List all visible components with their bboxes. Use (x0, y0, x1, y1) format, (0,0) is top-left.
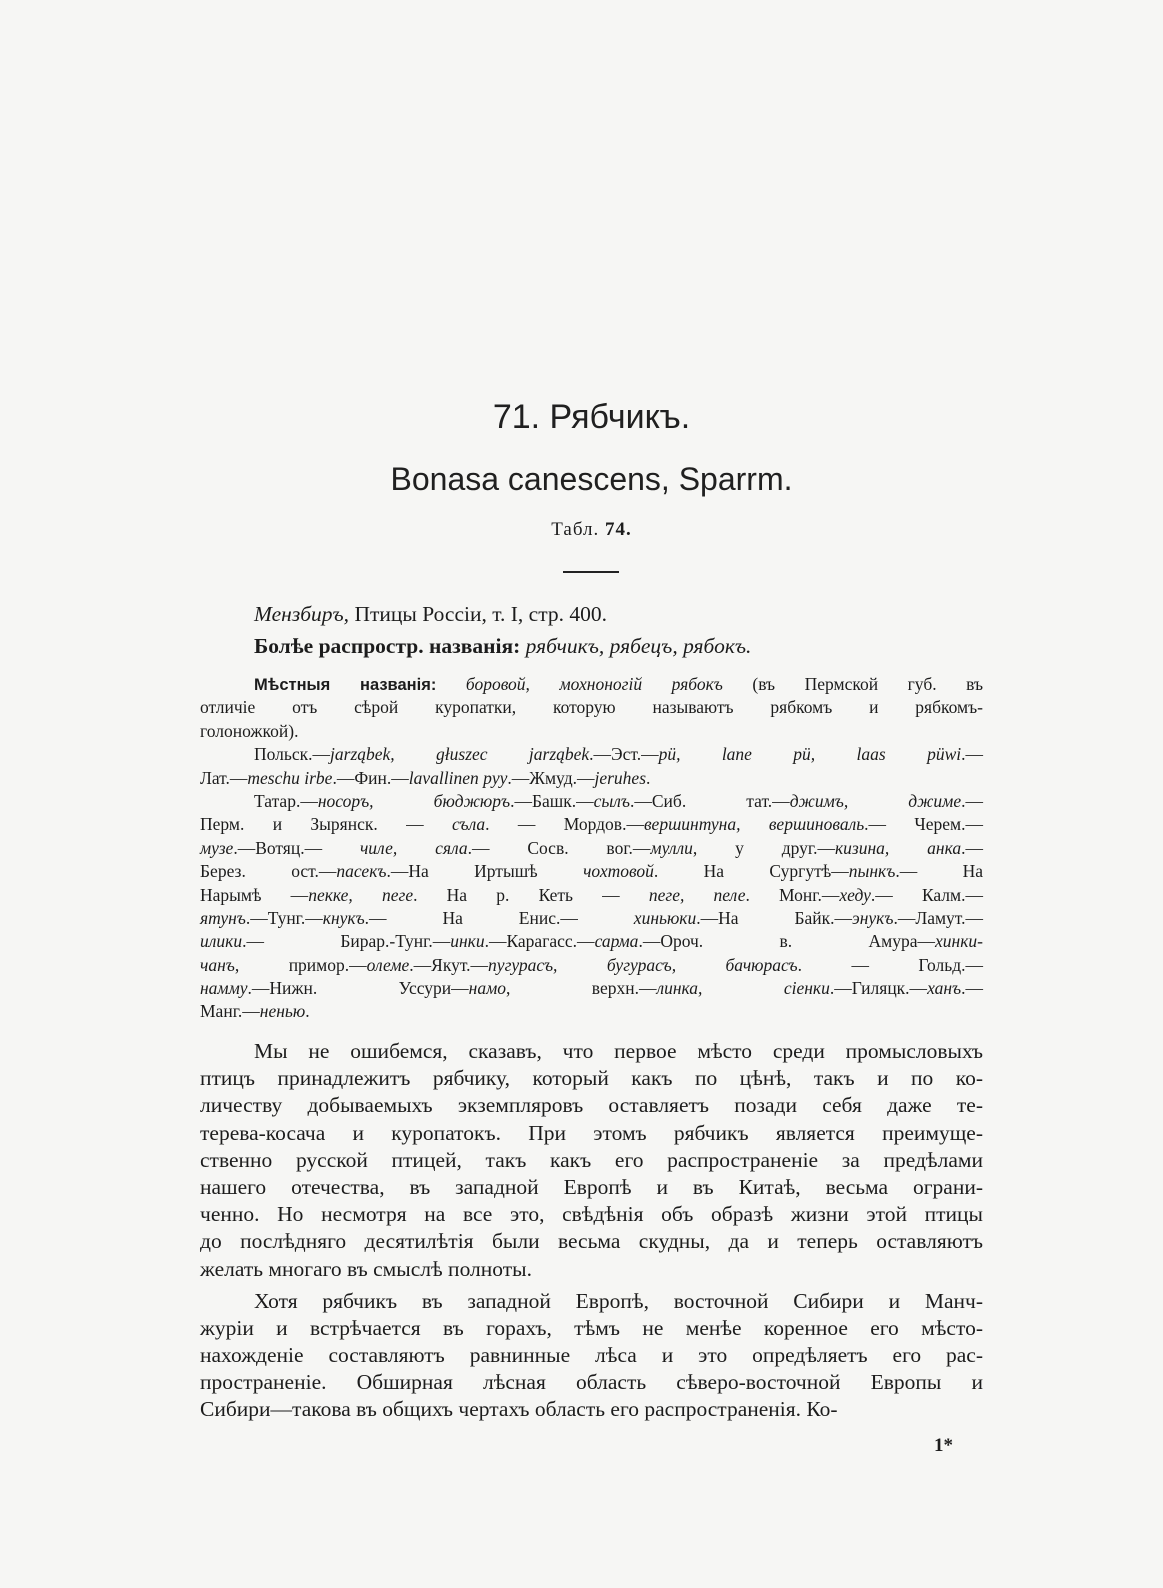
italic-name: носоръ, бюджюръ (317, 790, 511, 811)
text-run: .— Бирар.-Тунг.— (242, 931, 451, 952)
text-run: Манг.— (200, 1001, 260, 1022)
text-run: . На р. Кеть — (413, 884, 649, 905)
body-line: Сибири—такова въ общихъ чертахъ область его распространенія. Ко- (200, 1397, 838, 1422)
local-names-line (200, 977, 983, 1000)
text-run: , у друг.— (692, 837, 835, 858)
local-names-line (200, 837, 983, 860)
body-line: желать многаго въ смыслѣ полноты. (200, 1256, 532, 1281)
italic-name: чохтовой (583, 861, 654, 882)
body-line: терева-косача и куропатокъ. При этомъ рябчикъ является преимуще- (200, 1120, 983, 1145)
body-paragraph (200, 1288, 983, 1424)
text-run: .—На Байк.— (696, 907, 853, 928)
italic-name: хиньюки (633, 907, 697, 928)
plate-number: 74. (605, 519, 632, 540)
local-names-line (200, 954, 983, 977)
body-line: птицъ принадлежитъ рябчику, который какъ по цѣнѣ, такъ и по ко- (200, 1066, 983, 1091)
italic-name: пеге, пеле (648, 884, 746, 905)
text-run: (въ Пермской губ. въ (722, 674, 983, 694)
body-line: журіи и встрѣчается въ горахъ, тѣмъ не менѣе коренное его мѣсто- (200, 1315, 983, 1340)
body-line: нашего отечества, въ западной Европѣ и въ Китаѣ, весьма ограни- (200, 1174, 983, 1199)
bold-label: Мѣстныя названія: (254, 676, 437, 694)
text-run: .— (961, 978, 983, 999)
italic-name: ятунъ (200, 907, 246, 928)
body-line: пространеніе. Обширная лѣсная область сѣверо-восточной Европы и (200, 1370, 983, 1395)
text-run: .—Вотяц.— (233, 837, 360, 858)
italic-name: сылъ (593, 790, 630, 811)
italic-name: олеме (366, 954, 410, 975)
text-run: отличіе отъ сѣрой куропатки, которую называютъ рябкомъ и рябкомъ- (200, 697, 983, 718)
local-names-line (200, 1000, 983, 1023)
italic-name: боровой, мохноногій рябокъ (436, 674, 723, 694)
italic-name: meschu irbe (247, 767, 333, 788)
text-run: .—Фин.— (332, 767, 409, 788)
body-line: ственно русской птицей, такъ какъ его распространеніе за предѣлами (200, 1147, 983, 1172)
reference-line (254, 601, 607, 628)
text-run: .—Ороч. в. Амура— (638, 931, 936, 952)
body-paragraph (200, 1038, 983, 1283)
text-run: . — Мордов.— (485, 814, 644, 835)
italic-name: ненью (259, 1001, 306, 1022)
text-run: . — Гольд.— (797, 954, 983, 975)
text-run: .— На (895, 861, 983, 882)
text-run: . (646, 767, 651, 788)
italic-name: пасекъ (336, 861, 387, 882)
text-run: , верхн.— (506, 978, 657, 999)
local-names-line (200, 673, 983, 696)
italic-name: энукъ (852, 907, 894, 928)
body-line: Хотя рябчикъ въ западной Европѣ, восточной Сибири и Манч- (254, 1288, 983, 1313)
italic-name: мулли (650, 837, 693, 858)
text-run: .—Ламут.— (893, 907, 983, 928)
italic-name: кнукъ (322, 907, 365, 928)
common-names-list: рябчикъ, рябецъ, рябокъ. (525, 634, 752, 658)
text-run: .—На Иртышѣ (386, 861, 584, 882)
italic-name: pü, lane pü, laas püwi (658, 744, 962, 765)
italic-name: ханъ (927, 978, 962, 999)
local-names-line (200, 790, 983, 813)
italic-name: чанъ (200, 954, 235, 975)
body-line: Мы не ошибемся, сказавъ, что первое мѣсто среди промысловыхъ (254, 1039, 983, 1063)
italic-name: хинки- (935, 931, 983, 952)
text-run: .—Тунг.— (245, 907, 323, 928)
text-run: .— Сосв. вог.— (467, 837, 651, 858)
reference-source: Птицы Россіи, т. I, стр. 400. (354, 602, 607, 626)
text-run: .—Сиб. тат.— (630, 790, 790, 811)
text-run: .—Якут.— (409, 954, 489, 975)
common-names-label: Болѣе распростр. названія: (254, 634, 521, 658)
italic-name: илики (200, 931, 243, 952)
italic-name: намму (200, 978, 248, 999)
local-names-line (200, 884, 983, 907)
text-run: Нарымѣ — (200, 884, 309, 905)
text-run: .—Карагасс.— (484, 931, 595, 952)
italic-name: jarząbek, głuszec jarząbek (330, 744, 590, 765)
text-run: .—Башк.— (510, 790, 594, 811)
text-run: .— На Енис.— (364, 907, 634, 928)
common-names (254, 633, 751, 660)
italic-name: пугурасъ, бугурасъ, бачюрасъ (488, 954, 798, 975)
text-run: .— Черем.— (864, 814, 984, 835)
italic-name: lavallinen pyy (408, 767, 508, 788)
text-run: .— (961, 744, 983, 765)
text-run: . (305, 1001, 310, 1022)
plate-reference (200, 517, 983, 543)
local-names-line (200, 696, 983, 719)
plate-label: Табл. (551, 519, 600, 540)
text-run: . Монг.— (745, 884, 840, 905)
text-run: Берез. ост.— (200, 861, 337, 882)
local-names-line (200, 720, 983, 743)
italic-name: джимъ, джиме (789, 790, 962, 811)
text-run: , примор.— (234, 954, 367, 975)
text-run: .— (961, 837, 983, 858)
latin-name: Bonasa canescens, Sparrm. (390, 461, 793, 497)
italic-name: jeruhes (594, 767, 647, 788)
italic-name: пынкъ (848, 861, 896, 882)
text-run: Польск.— (254, 744, 331, 765)
italic-name: инки (450, 931, 485, 952)
text-run: .—Жмуд.— (507, 767, 595, 788)
body-line: нахожденіе составляютъ равнинные лѣса и это опредѣляетъ его рас- (200, 1343, 983, 1368)
body-line: личеству добываемыхъ экземпляровъ оставляетъ позади себя даже те- (200, 1093, 983, 1118)
text-run: Лат.— (200, 767, 248, 788)
chapter-title: 71. Рябчикъ. (492, 398, 691, 436)
text-run: .—Гиляцк.— (829, 978, 928, 999)
italic-name: чиле, сяла (359, 837, 468, 858)
text-run: .— Калм.— (870, 884, 983, 905)
text-run: .—Нижн. Уссури— (247, 978, 469, 999)
text-run: голоножкой). (200, 720, 299, 741)
local-names-line (200, 743, 983, 766)
italic-name: намо (468, 978, 506, 999)
text-run: .— (961, 790, 983, 811)
text-run: Татар.— (254, 790, 318, 811)
local-names-line (200, 767, 983, 790)
local-names-line (200, 860, 983, 883)
italic-name: пекке, пеге (308, 884, 414, 905)
divider-rule (563, 571, 619, 573)
local-names-line (200, 813, 983, 836)
body-text (200, 1038, 983, 1424)
italic-name: съла (451, 814, 486, 835)
italic-name: линка, сіенки (656, 978, 830, 999)
italic-name: музе (200, 837, 234, 858)
local-names-block (200, 673, 983, 1024)
reference-author: Мензбиръ, (254, 602, 350, 626)
text-run: .—Эст.— (589, 744, 659, 765)
body-line: до послѣдняго десятилѣтія были весьма скудны, да и теперь оставляютъ (200, 1229, 983, 1254)
italic-name: сарма (594, 931, 639, 952)
text-run: . На Сургутѣ— (653, 861, 849, 882)
local-names-line (200, 907, 983, 930)
italic-name: хеду (839, 884, 871, 905)
page-number: 1* (934, 1435, 953, 1456)
italic-name: кизина, анка (834, 837, 962, 858)
text-run: Перм. и Зырянск. — (200, 814, 452, 835)
body-line: ченно. Но несмотря на все это, свѣдѣнія объ образѣ жизни этой птицы (200, 1202, 983, 1227)
italic-name: вершинтуна, вершиноваль (643, 814, 865, 835)
local-names-line (200, 930, 983, 953)
